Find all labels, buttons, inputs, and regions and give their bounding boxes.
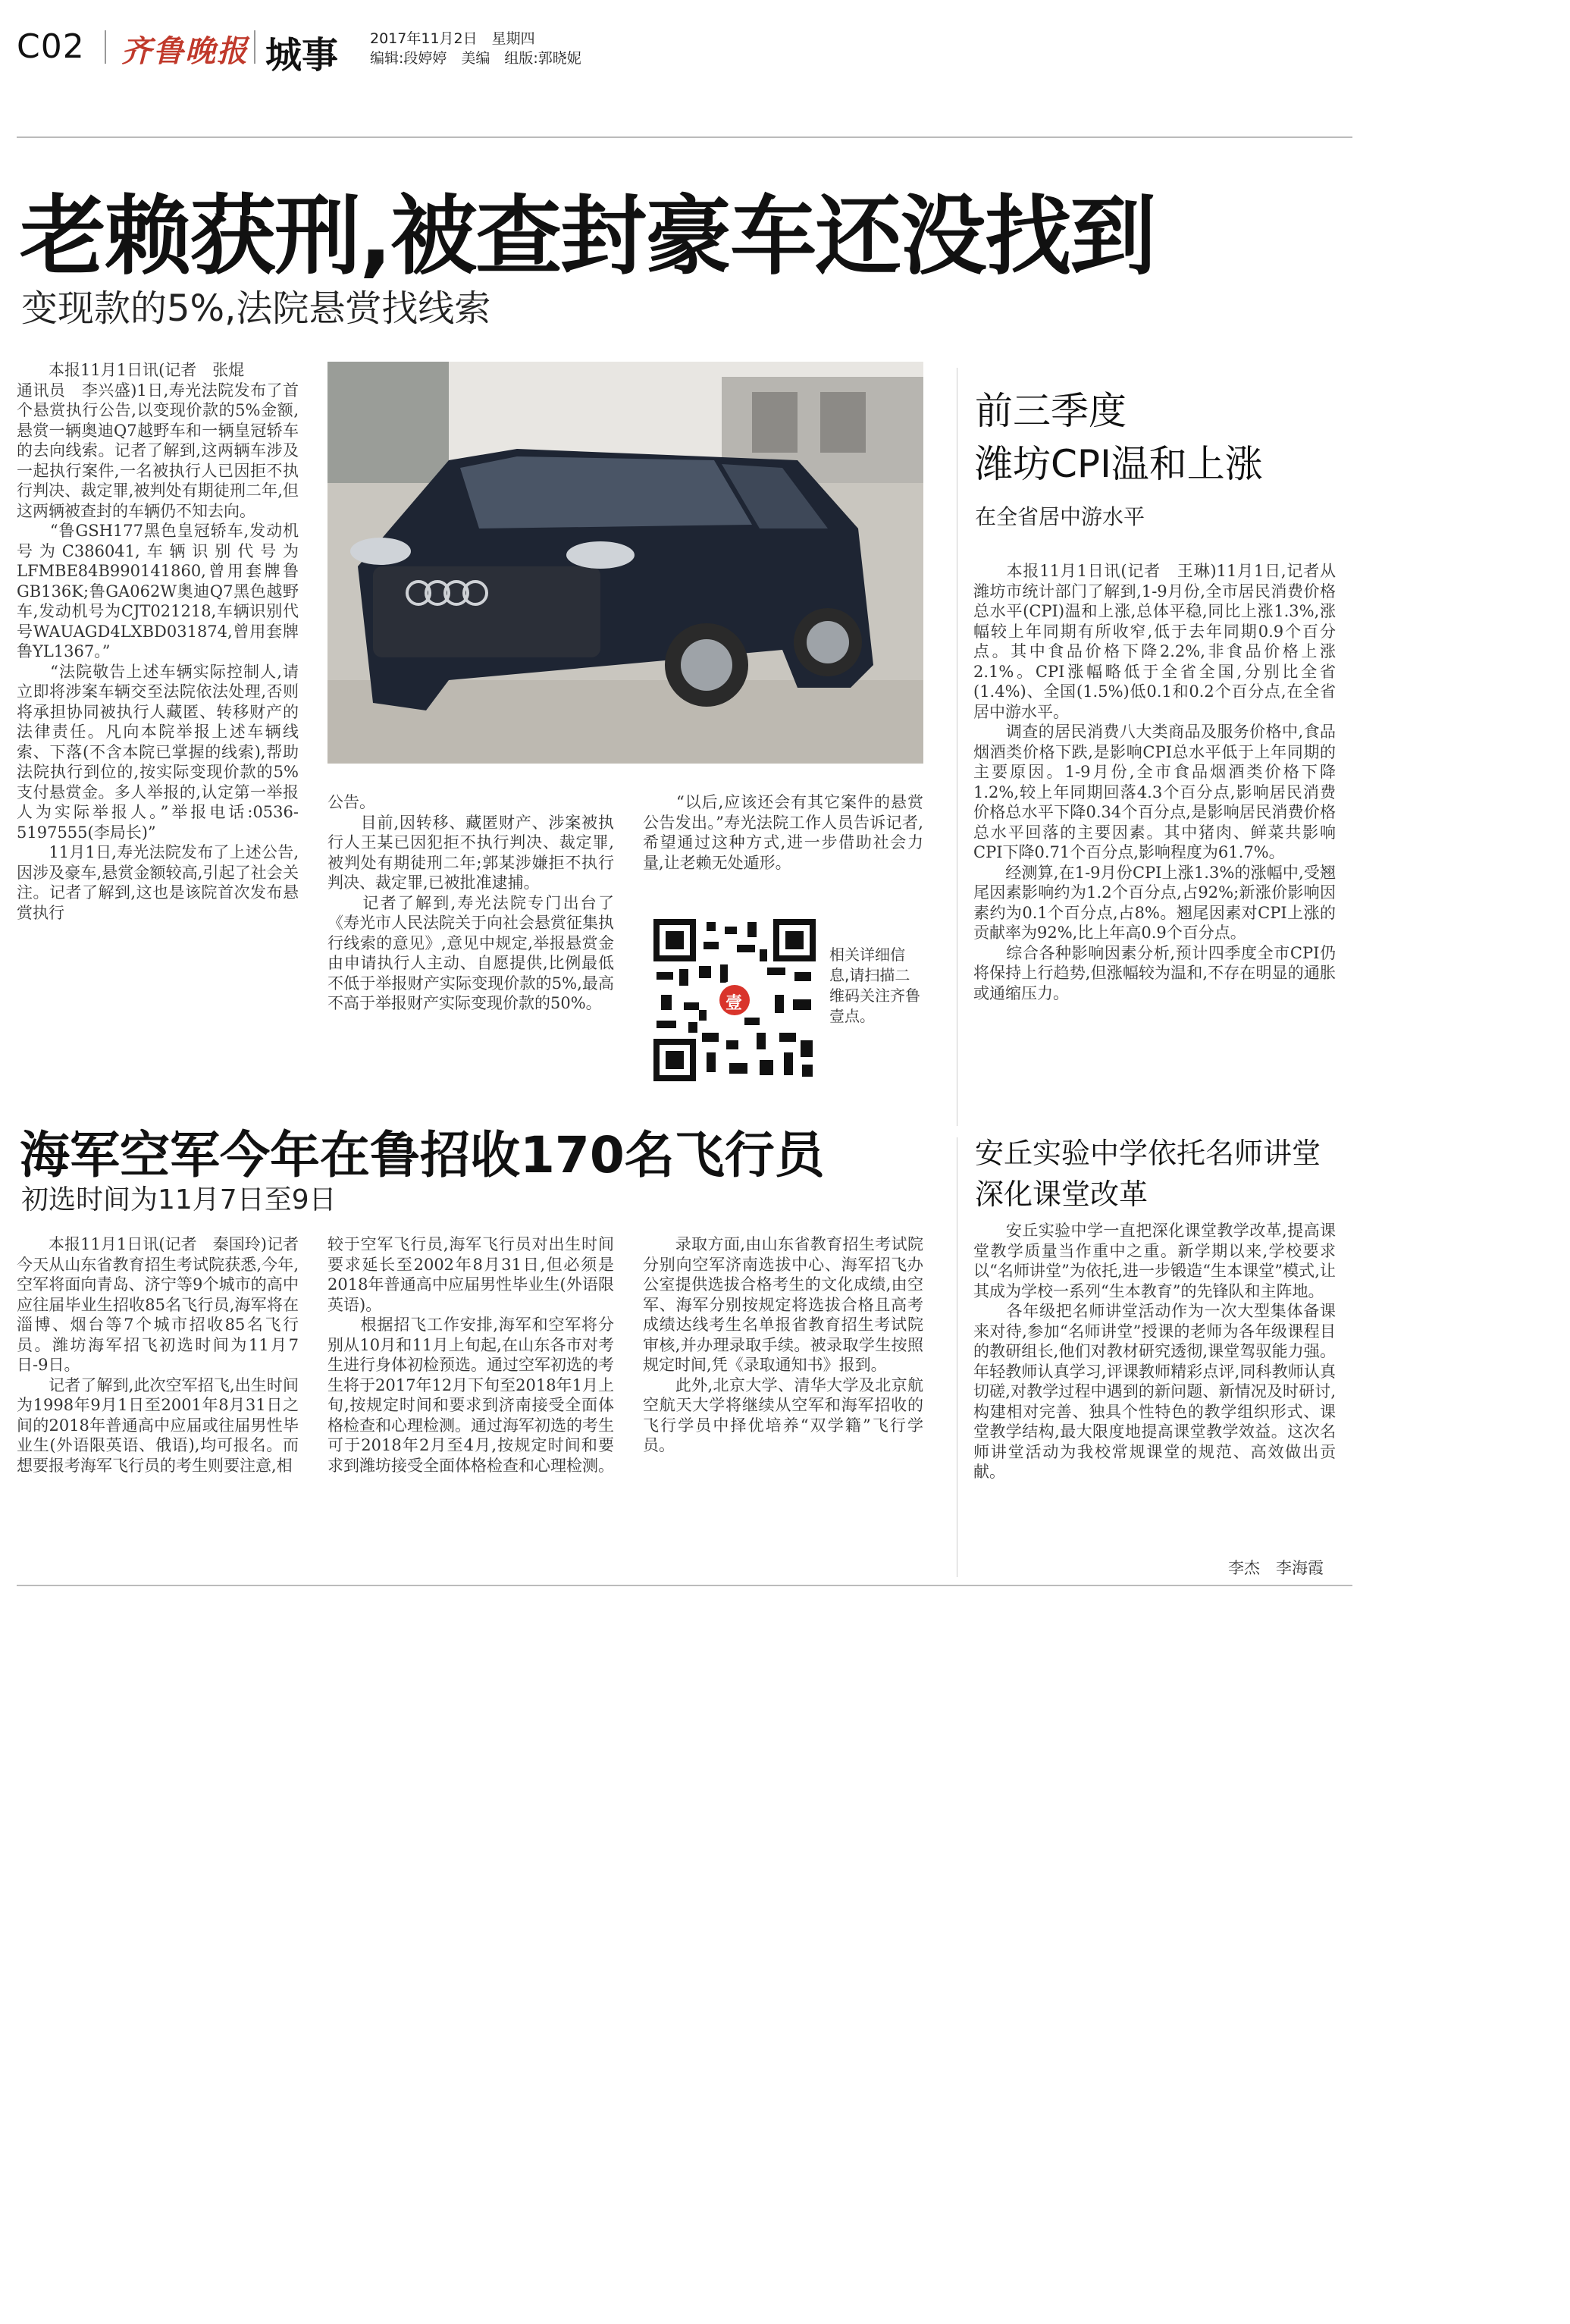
sidebar-article: 本报11月1日讯(记者 王琳)11月1日,记者从潍坊市统计部门了解到,1-9月份,全市居民消费价格总水平(CPI)温和上涨,总体平稳,同比上涨1.3%,涨幅较上年同期有所收窄,低于去年同期0.9个百分点。其中食品价格下降2.2%,非食品价格上涨2.1%。CPI涨幅略低于全省全国,分别比全省(1.4%)、全国(1.5%)低0.1和0.2个百分点,在全省居中游水平。 调查的居民消费八大类商品及服务价格中,食品烟酒类价格下跌,是影响CPI总水平低于上年同期的主要原因。1-9月份,全市食品烟酒类价格下降1.2%,较上年同期回落4.3个百分点,影响居民消费价格总水平下降0.34个百分点,是影响居民消费价格总水平回落的主要因素。其中猪肉、鲜菜共影响CPI下降0.71个百分点,影响程度为61.7%。 经测算,在1-9月份CPI上涨1.3%的涨幅中,受翘尾因素影响约为1.2个百分点,占92%;新涨价影响因素约为0.1个百分点,占8%。翘尾因素对CPI上涨的贡献率为92%,比上年高0.9个百分点。 综合各种影响因素分析,预计四季度全市CPI仍将保持上行趋势,但涨幅较为温和,不存在明显的通胀或通缩压力。 bbox=[973, 562, 1336, 1002]
header-divider-2 bbox=[254, 30, 255, 64]
headline: 海军空军今年在鲁招收170名飞行员 bbox=[20, 1126, 825, 1184]
car-photo bbox=[327, 362, 923, 764]
qr-caption: 相关详细信息,请扫描二维码关注齐鲁壹点。 bbox=[829, 946, 920, 1025]
qr-code[interactable] bbox=[653, 919, 816, 1081]
editor-credits: 编辑:段婷婷 美编 组版:郭晓妮 bbox=[370, 50, 581, 67]
sidebar-headline: 潍坊CPI温和上涨 bbox=[975, 442, 1263, 486]
article-column: 较于空军飞行员,海军飞行员对出生时间要求延长至2002年8月31日,但必须是2018年普通高中应届男性毕业生(外语限英语)。 根据招飞工作安排,海军和空军将分别从10月和11月上旬起,在山东各市对考生进行身体初检预选。通过空军初选的考生将于2017年12月下旬至2018年1月上旬,按规定时间和要求到济南接受全面体格检查和心理检测。通过海军初选的考生可于2018年2月至4月,按规定时间和要求到潍坊接受全面体格检查和心理检测。 bbox=[327, 1235, 614, 1475]
article-column: 录取方面,由山东省教育招生考试院分别向空军济南选拔中心、海军招飞办公室提供选拔合格考生的文化成绩,由空军、海军分别按规定将选拔合格且高考成绩达线考生名单报省教育招生考试院审核,并办理录取手续。被录取学生按照规定时间,凭《录取通知书》报到。 此外,北京大学、清华大学及北京航空航天大学将继续从空军和海军招收的飞行学员中择优培养“双学籍”飞行学员。 bbox=[643, 1235, 923, 1454]
sidebar-headline: 深化课堂改革 bbox=[975, 1178, 1149, 1211]
byline: 李杰 李海霞 bbox=[1228, 1559, 1324, 1577]
article-column: 本报11月1日讯(记者 张焜 通讯员 李兴盛)1日,寿光法院发布了首个悬赏执行公告,以变现价款的5%金额,悬赏一辆奥迪Q7越野车和一辆皇冠轿车的去向线索。记者了解到,这两辆车涉及一起执行案件,一名被执行人已因拒不执行判决、裁定罪,被判处有期徒刑二年,但这两辆被查封的车辆仍不知去向。 “鲁GSH177黑色皇冠轿车,发动机号为C386041,车辆识别代号为LFMBE84B990141860,曾用套牌鲁GB136K;鲁GA062W奥迪Q7黑色越野车,发动机号为CJT021218,车辆识别代号WAUAGD4LXBD031874,曾用套牌鲁YL1367。” “法院敬告上述车辆实际控制人,请立即将涉案车辆交至法院依法处理,否则将承担协同被执行人藏匿、转移财产的法律责任。凡向本院举报上述车辆线索、下落(不含本院已掌握的线索),帮助法院执行到位的,按实际变现价款的5%支付悬赏金。多人举报的,认定第一举报人为实际举报人。”举报电话:0536-5197555(李局长)” 11月1日,寿光法院发布了上述公告,因涉及豪车,悬赏金额较高,引起了社会关注。记者了解到,这也是该院首次发布悬赏执行 bbox=[17, 361, 299, 922]
issue-date: 2017年11月2日 星期四 bbox=[370, 30, 535, 47]
footer-rule bbox=[17, 1585, 1352, 1586]
header-divider bbox=[105, 30, 106, 64]
section-name: 城事 bbox=[265, 34, 339, 77]
article-column: 本报11月1日讯(记者 秦国玲)记者今天从山东省教育招生考试院获悉,今年,空军将面向青岛、济宁等9个城市的高中应往届毕业生招收85名飞行员,海军将在淄博、烟台等7个城市招收85名飞行员。潍坊海军招飞初选时间为11月7日-9日。 记者了解到,此次空军招飞,出生时间为1998年9月1日至2001年8月31日之间的2018年普通高中应届或往届男性毕业生(外语限英语、俄语),均可报名。而想要报考海军飞行员的考生则要注意,相 bbox=[17, 1235, 299, 1475]
newspaper-logo: 齐鲁晚报 bbox=[121, 33, 249, 69]
sidebar-subheadline: 在全省居中游水平 bbox=[975, 504, 1145, 529]
qr-logo: 壹 bbox=[725, 994, 743, 1013]
headline: 老赖获刑,被查封豪车还没找到 bbox=[20, 186, 1155, 287]
header-rule bbox=[17, 136, 1352, 138]
sidebar-headline: 安丘实验中学依托名师讲堂 bbox=[975, 1137, 1321, 1170]
subheadline: 初选时间为11月7日至9日 bbox=[21, 1184, 337, 1215]
article-column: “以后,应该还会有其它案件的悬赏公告发出。”寿光法院工作人员告诉记者,希望通过这种方式,进一步借助社会力量,让老赖无处遁形。 bbox=[643, 793, 923, 872]
page-number: C02 bbox=[17, 27, 85, 66]
subheadline: 变现款的5%,法院悬赏找线索 bbox=[21, 287, 491, 330]
article-column: 公告。 目前,因转移、藏匿财产、涉案被执行人王某已因犯拒不执行判决、裁定罪,被判处有期徒刑二年;郭某涉嫌拒不执行判决、裁定罪,已被批准逮捕。 记者了解到,寿光法院专门出台了《寿光市人民法院关于向社会悬赏征集执行线索的意见》,意见中规定,举报悬赏金由申请执行人主动、自愿提供,比例最低不低于举报财产实际变现价款的5%,最高不高于举报财产实际变现价款的50%。 bbox=[327, 793, 614, 1012]
sidebar-article: 安丘实验中学一直把深化课堂教学改革,提高课堂教学质量当作重中之重。新学期以来,学校要求以“名师讲堂”为依托,进一步锻造“生本课堂”模式,让其成为学校一系列“生本教育”的先锋队和主阵地。 各年级把名师讲堂活动作为一次大型集体备课来对待,参加“名师讲堂”授课的老师为各年级课程目的教研组长,他们对教材研究透彻,课堂驾驭能力强。年轻教师认真学习,评课教师精彩点评,同科教师认真切磋,对教学过程中遇到的新问题、新情况及时研讨,构建相对完善、独具个性特色的教学组织形式、课堂教学结构,最大限度地提高课堂教学效益。这次名师讲堂活动为我校常规课堂的规范、高效做出贡献。 bbox=[973, 1222, 1336, 1481]
sidebar-headline: 前三季度 bbox=[975, 389, 1127, 433]
